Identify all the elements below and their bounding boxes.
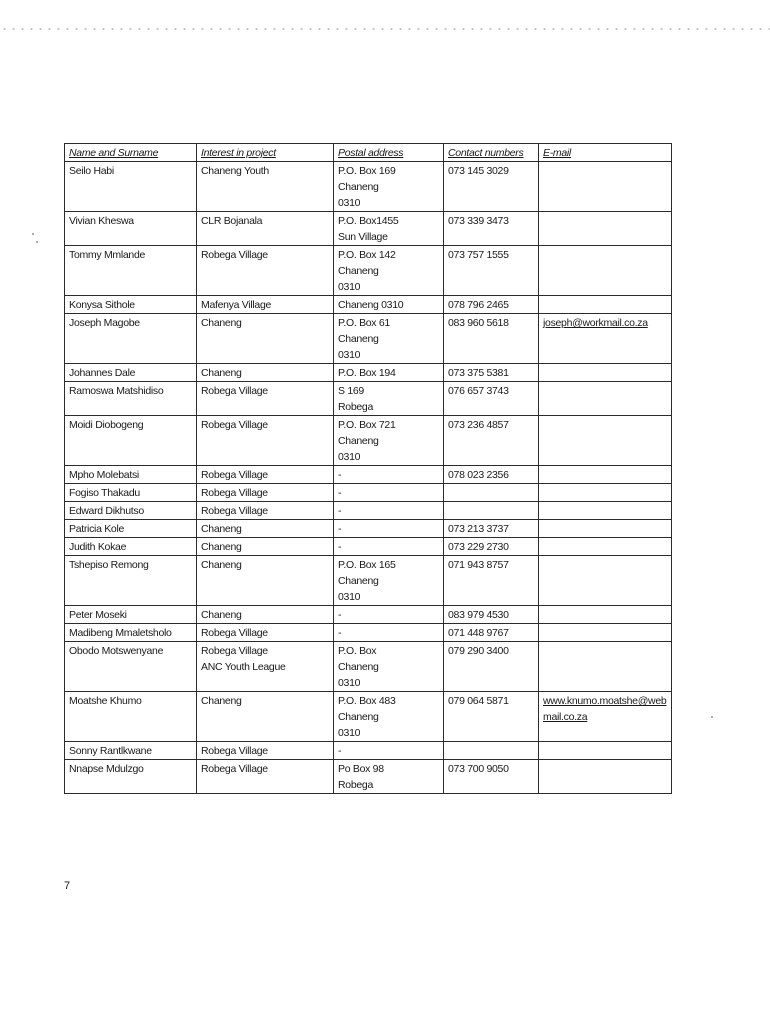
- contact-number: 083 979 4530: [448, 609, 509, 621]
- email-cell: [539, 624, 672, 642]
- contact-number: 073 757 1555: [448, 249, 509, 261]
- address-line: P.O. Box 142: [338, 249, 396, 261]
- person-name: Peter Moseki: [69, 609, 127, 621]
- contact-number-cell: [444, 314, 539, 364]
- email-cell: [539, 382, 672, 416]
- person-name: Mpho Molebatsi: [69, 469, 139, 481]
- table-row: [65, 314, 672, 364]
- interest-line: Robega Village: [201, 469, 268, 481]
- table-row: [65, 382, 672, 416]
- address-line: S 169: [338, 385, 364, 397]
- address-line: -: [338, 745, 342, 757]
- interest-line: Robega Village: [201, 249, 268, 261]
- scan-speck: [711, 716, 713, 718]
- postal-address-cell: [334, 314, 444, 364]
- person-name: Fogiso Thakadu: [69, 487, 140, 499]
- address-line: P.O. Box 61: [338, 317, 390, 329]
- header-email: E-mail: [539, 144, 672, 162]
- table-row: [65, 364, 672, 382]
- address-line: P.O. Box 169: [338, 165, 396, 177]
- interest-line: Chaneng: [201, 559, 242, 571]
- address-line: Po Box 98: [338, 763, 384, 775]
- contact-number-cell: [444, 520, 539, 538]
- name-cell: [65, 162, 197, 212]
- person-name: Sonny Rantlkwane: [69, 745, 152, 757]
- interest-line: Robega Village: [201, 627, 268, 639]
- header-name: Name and Surname: [65, 144, 197, 162]
- address-line: Robega: [338, 401, 373, 413]
- interest-line: Robega Village: [201, 487, 268, 499]
- name-cell: [65, 246, 197, 296]
- person-name: Madibeng Mmaletsholo: [69, 627, 172, 639]
- address-line: Sun Village: [338, 231, 388, 243]
- postal-address-cell: [334, 538, 444, 556]
- address-line: P.O. Box 721: [338, 419, 396, 431]
- person-name: Edward Dikhutso: [69, 505, 144, 517]
- email-cell: [539, 246, 672, 296]
- email-link[interactable]: www.knumo.moatshe@webmail.co.za: [543, 695, 667, 723]
- name-cell: [65, 760, 197, 794]
- email-cell: [539, 692, 672, 742]
- contact-number: 076 657 3743: [448, 385, 509, 397]
- contact-number-cell: [444, 624, 539, 642]
- contact-number-cell: [444, 382, 539, 416]
- interest-line: Chaneng: [201, 609, 242, 621]
- contact-number: 073 375 5381: [448, 367, 509, 379]
- name-cell: [65, 502, 197, 520]
- email-cell: [539, 520, 672, 538]
- address-line: Chaneng: [338, 265, 379, 277]
- table-row: [65, 624, 672, 642]
- address-line: P.O. Box 483: [338, 695, 396, 707]
- contact-number-cell: [444, 416, 539, 466]
- contact-number: 078 023 2356: [448, 469, 509, 481]
- postal-address-cell: [334, 624, 444, 642]
- postal-address-cell: [334, 466, 444, 484]
- name-cell: [65, 484, 197, 502]
- person-name: Tommy Mmlande: [69, 249, 146, 261]
- email-cell: [539, 742, 672, 760]
- contact-number-cell: [444, 296, 539, 314]
- interest-cell: [197, 364, 334, 382]
- address-line: -: [338, 469, 342, 481]
- person-name: Obodo Motswenyane: [69, 645, 164, 657]
- interest-cell: [197, 162, 334, 212]
- interest-cell: [197, 246, 334, 296]
- table-row: [65, 556, 672, 606]
- contact-number-cell: [444, 642, 539, 692]
- address-line: -: [338, 523, 342, 535]
- address-line: P.O. Box 194: [338, 367, 396, 379]
- interest-cell: [197, 520, 334, 538]
- postal-address-cell: [334, 212, 444, 246]
- name-cell: [65, 624, 197, 642]
- postal-address-cell: [334, 742, 444, 760]
- name-cell: [65, 642, 197, 692]
- postal-address-cell: [334, 760, 444, 794]
- email-link[interactable]: joseph@workmail.co.za: [543, 317, 648, 329]
- interest-cell: [197, 742, 334, 760]
- contact-number: 073 213 3737: [448, 523, 509, 535]
- address-line: P.O. Box1455: [338, 215, 399, 227]
- email-cell: [539, 314, 672, 364]
- person-name: Seilo Habi: [69, 165, 114, 177]
- table-row: [65, 520, 672, 538]
- contact-number-cell: [444, 556, 539, 606]
- contact-number: 071 448 9767: [448, 627, 509, 639]
- name-cell: [65, 692, 197, 742]
- interest-cell: [197, 642, 334, 692]
- interest-cell: [197, 466, 334, 484]
- address-line: 0310: [338, 197, 361, 209]
- person-name: Moidi Diobogeng: [69, 419, 144, 431]
- interest-cell: [197, 624, 334, 642]
- address-line: 0310: [338, 451, 361, 463]
- contact-number: 078 796 2465: [448, 299, 509, 311]
- person-name: Ramoswa Matshidiso: [69, 385, 164, 397]
- name-cell: [65, 364, 197, 382]
- name-cell: [65, 314, 197, 364]
- interest-cell: [197, 692, 334, 742]
- person-name: Tshepiso Remong: [69, 559, 149, 571]
- address-line: -: [338, 541, 342, 553]
- address-line: Robega: [338, 779, 373, 791]
- contact-number-cell: [444, 502, 539, 520]
- interest-cell: [197, 538, 334, 556]
- email-cell: [539, 502, 672, 520]
- postal-address-cell: [334, 642, 444, 692]
- contact-number: 073 229 2730: [448, 541, 509, 553]
- contact-number: 073 145 3029: [448, 165, 509, 177]
- name-cell: [65, 520, 197, 538]
- postal-address-cell: [334, 502, 444, 520]
- person-name: Patricia Kole: [69, 523, 125, 535]
- postal-address-cell: [334, 556, 444, 606]
- email-cell: [539, 760, 672, 794]
- address-line: -: [338, 627, 342, 639]
- contact-number: 083 960 5618: [448, 317, 509, 329]
- contact-number: 073 236 4857: [448, 419, 509, 431]
- table-row: [65, 606, 672, 624]
- interest-cell: [197, 606, 334, 624]
- interest-cell: [197, 484, 334, 502]
- email-cell: [539, 416, 672, 466]
- person-name: Johannes Dale: [69, 367, 136, 379]
- table-row: [65, 502, 672, 520]
- postal-address-cell: [334, 162, 444, 212]
- address-line: Chaneng: [338, 661, 379, 673]
- interest-line: Robega Village: [201, 419, 268, 431]
- contact-number-cell: [444, 692, 539, 742]
- interest-cell: [197, 760, 334, 794]
- contact-number-cell: [444, 538, 539, 556]
- interest-line: ANC Youth League: [201, 661, 286, 673]
- table-row: [65, 538, 672, 556]
- interest-line: Robega Village: [201, 505, 268, 517]
- contact-number-cell: [444, 606, 539, 624]
- interest-line: Robega Village: [201, 385, 268, 397]
- interest-line: Robega Village: [201, 745, 268, 757]
- address-line: -: [338, 487, 342, 499]
- person-name: Judith Kokae: [69, 541, 127, 553]
- postal-address-cell: [334, 364, 444, 382]
- table-row: [65, 692, 672, 742]
- interest-line: Chaneng: [201, 541, 242, 553]
- contact-number-cell: [444, 484, 539, 502]
- address-line: Chaneng 0310: [338, 299, 404, 311]
- contact-number-cell: [444, 162, 539, 212]
- person-name: Moatshe Khumo: [69, 695, 142, 707]
- email-cell: [539, 364, 672, 382]
- email-cell: [539, 606, 672, 624]
- table-row: [65, 484, 672, 502]
- header-postal-address: Postal address: [334, 144, 444, 162]
- name-cell: [65, 538, 197, 556]
- interest-cell: [197, 212, 334, 246]
- scan-noise-strip: [0, 26, 770, 32]
- postal-address-cell: [334, 296, 444, 314]
- email-cell: [539, 538, 672, 556]
- address-line: -: [338, 609, 342, 621]
- contact-number: 073 700 9050: [448, 763, 509, 775]
- address-line: 0310: [338, 727, 361, 739]
- address-line: -: [338, 505, 342, 517]
- name-cell: [65, 416, 197, 466]
- interest-line: Chaneng: [201, 317, 242, 329]
- address-line: Chaneng: [338, 435, 379, 447]
- person-name: Nnapse Mdulzgo: [69, 763, 144, 775]
- contact-number-cell: [444, 364, 539, 382]
- contact-number-cell: [444, 742, 539, 760]
- interest-line: Chaneng Youth: [201, 165, 269, 177]
- email-cell: [539, 556, 672, 606]
- email-cell: [539, 212, 672, 246]
- address-line: Chaneng: [338, 333, 379, 345]
- header-interest: Interest in project: [197, 144, 334, 162]
- postal-address-cell: [334, 606, 444, 624]
- address-line: P.O. Box 165: [338, 559, 396, 571]
- table-row: [65, 642, 672, 692]
- email-cell: [539, 484, 672, 502]
- email-cell: [539, 162, 672, 212]
- table-header-row: [65, 144, 672, 162]
- contact-number: 071 943 8757: [448, 559, 509, 571]
- address-line: 0310: [338, 591, 361, 603]
- address-line: Chaneng: [338, 181, 379, 193]
- address-line: 0310: [338, 677, 361, 689]
- interest-cell: [197, 416, 334, 466]
- interest-cell: [197, 296, 334, 314]
- scan-speck: [32, 233, 34, 235]
- interest-line: Robega Village: [201, 763, 268, 775]
- address-line: Chaneng: [338, 711, 379, 723]
- table-row: [65, 742, 672, 760]
- person-name: Joseph Magobe: [69, 317, 140, 329]
- interest-cell: [197, 314, 334, 364]
- header-contact-numbers: Contact numbers: [444, 144, 539, 162]
- table-row: [65, 760, 672, 794]
- contact-number-cell: [444, 760, 539, 794]
- postal-address-cell: [334, 484, 444, 502]
- interest-cell: [197, 382, 334, 416]
- email-cell: [539, 642, 672, 692]
- interest-line: Robega Village: [201, 645, 268, 657]
- name-cell: [65, 296, 197, 314]
- table-row: [65, 416, 672, 466]
- postal-address-cell: [334, 246, 444, 296]
- contact-number: 079 064 5871: [448, 695, 509, 707]
- interest-line: CLR Bojanala: [201, 215, 263, 227]
- name-cell: [65, 466, 197, 484]
- contact-number: 073 339 3473: [448, 215, 509, 227]
- interest-line: Chaneng: [201, 523, 242, 535]
- email-cell: [539, 466, 672, 484]
- postal-address-cell: [334, 382, 444, 416]
- contact-number-cell: [444, 466, 539, 484]
- interest-line: Chaneng: [201, 367, 242, 379]
- interest-line: Chaneng: [201, 695, 242, 707]
- contact-number-cell: [444, 246, 539, 296]
- scan-speck: [36, 241, 38, 243]
- table-row: [65, 466, 672, 484]
- interest-cell: [197, 556, 334, 606]
- contacts-table: [64, 143, 672, 794]
- table-row: [65, 162, 672, 212]
- address-line: 0310: [338, 281, 361, 293]
- address-line: Chaneng: [338, 575, 379, 587]
- name-cell: [65, 556, 197, 606]
- address-line: P.O. Box: [338, 645, 377, 657]
- name-cell: [65, 742, 197, 760]
- person-name: Konysa Sithole: [69, 299, 135, 311]
- postal-address-cell: [334, 520, 444, 538]
- interest-line: Mafenya Village: [201, 299, 272, 311]
- name-cell: [65, 606, 197, 624]
- contact-number-cell: [444, 212, 539, 246]
- postal-address-cell: [334, 692, 444, 742]
- name-cell: [65, 382, 197, 416]
- interest-cell: [197, 502, 334, 520]
- table-row: [65, 246, 672, 296]
- person-name: Vivian Kheswa: [69, 215, 134, 227]
- name-cell: [65, 212, 197, 246]
- address-line: 0310: [338, 349, 361, 361]
- email-cell: [539, 296, 672, 314]
- page-number: 7: [64, 880, 71, 892]
- contact-number: 079 290 3400: [448, 645, 509, 657]
- postal-address-cell: [334, 416, 444, 466]
- table-row: [65, 212, 672, 246]
- table-row: [65, 296, 672, 314]
